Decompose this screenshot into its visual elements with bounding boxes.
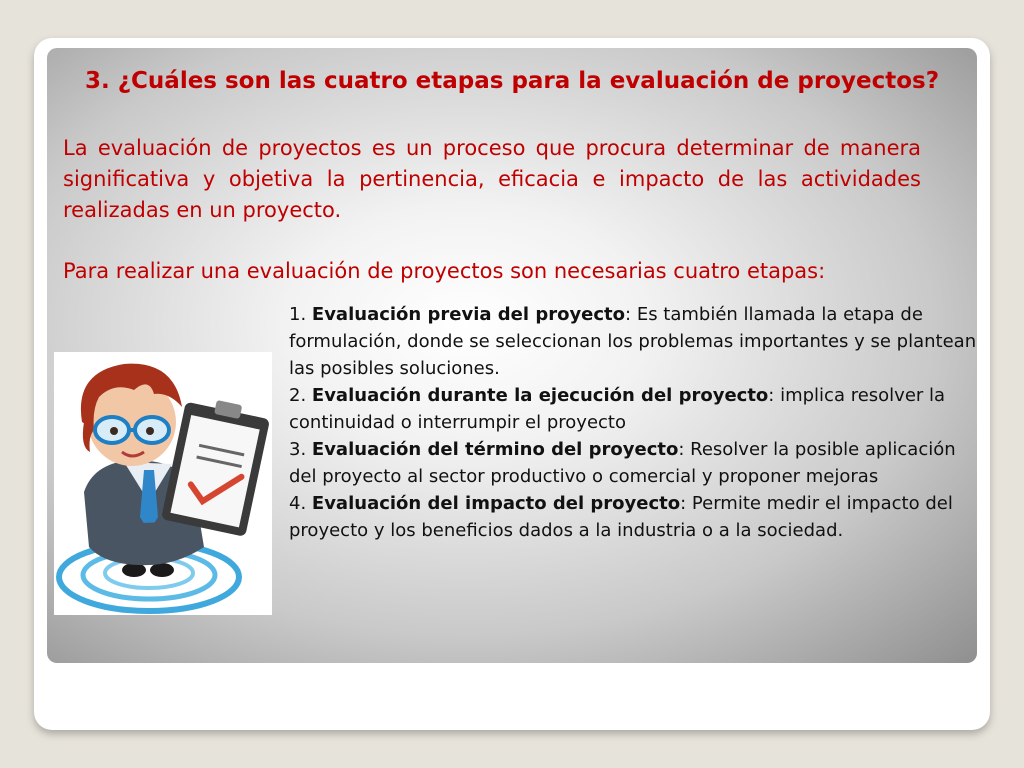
stage-number: 1. <box>289 304 312 325</box>
intro-paragraph: La evaluación de proyectos es un proceso que procura determinar de manera significativa y objetiva la pertinencia, eficacia e impacto de las actividades realizadas en un proyecto. <box>63 136 921 222</box>
stage-description: : implica resolver la continuidad o interrumpir el proyecto <box>289 385 946 433</box>
stage-number: 4. <box>289 493 312 514</box>
stage-item <box>289 436 977 490</box>
stage-description: : Resolver la posible aplicación del proyecto al sector productivo o comercial y proponer mejoras <box>289 439 956 487</box>
stage-item <box>289 382 977 436</box>
stage-item <box>289 490 977 544</box>
stage-item <box>289 301 977 382</box>
stage-number: 3. <box>289 439 312 460</box>
slide-title: 3. ¿Cuáles son las cuatro etapas para la evaluación de proyectos? <box>84 68 940 94</box>
stages-list <box>289 301 977 544</box>
stage-name: Evaluación del impacto del proyecto <box>311 493 681 514</box>
stage-name: Evaluación durante la ejecución del proyecto <box>311 385 769 406</box>
stage-number: 2. <box>289 385 312 406</box>
stage-name: Evaluación del término del proyecto <box>311 439 679 460</box>
stage-name: Evaluación previa del proyecto <box>311 304 626 325</box>
stage-description: : Permite medir el impacto del proyecto y los beneficios dados a la industria o a la sociedad. <box>289 493 953 541</box>
stage-description: : Es también llamada la etapa de formulación, donde se seleccionan los problemas importantes y se plantean las posibles soluciones. <box>289 304 977 379</box>
woman-with-clipboard-icon <box>54 352 272 615</box>
stages-intro-paragraph: Para realizar una evaluación de proyectos son necesarias cuatro etapas: <box>63 259 826 283</box>
